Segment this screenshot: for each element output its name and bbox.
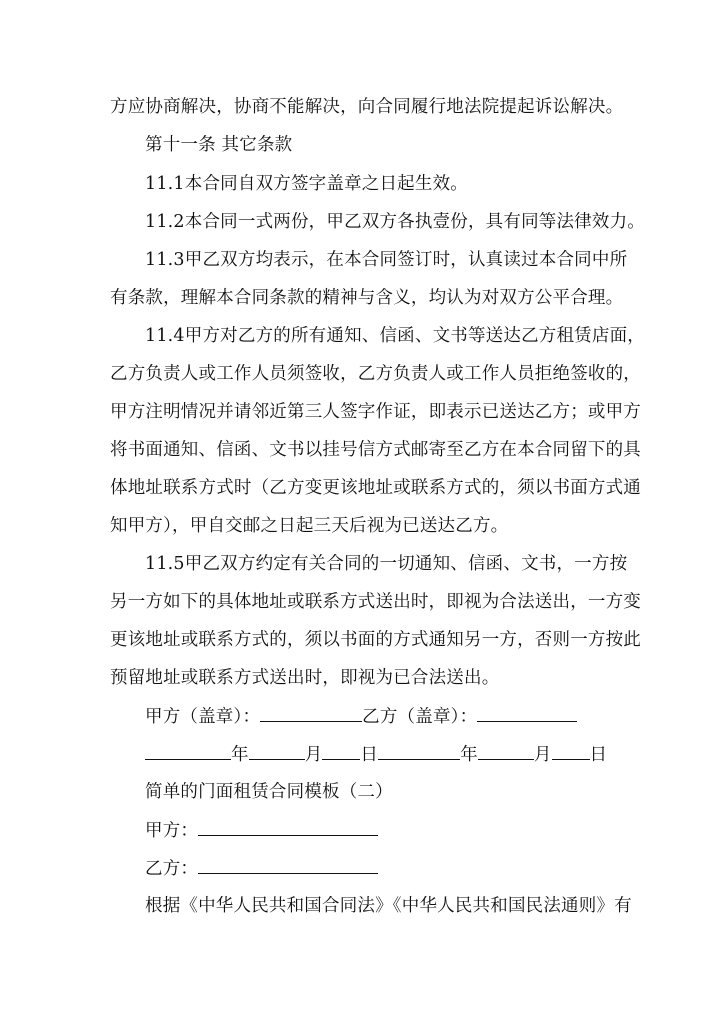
template-title: 简单的门面租赁合同模板（二） <box>145 782 393 802</box>
month-label: 月 <box>304 745 323 765</box>
paragraph-line: 知甲方），甲自交邮之日起三天后视为已送达乙方。 <box>110 516 509 536</box>
signature-line <box>145 703 620 730</box>
clause-11-2: 11.2本合同一式两份，甲乙双方各执壹份，具有同等法律效力。 <box>145 212 645 232</box>
paragraph-line: 更该地址或联系方式的，须以书面的方式通知另一方，否则一方按此 <box>110 630 641 650</box>
clause-11-5: 11.5甲乙双方约定有关合同的一切通知、信函、文书，一方按 <box>145 554 628 574</box>
year-label: 年 <box>231 745 249 765</box>
party-a-line <box>145 817 620 844</box>
clause-11-4: 11.4甲方对乙方的所有通知、信函、文书等送达乙方租赁店面， <box>145 326 645 346</box>
party-b-seal-label: 乙方（盖章）： <box>362 707 478 727</box>
party-b-seal-blank <box>477 703 577 722</box>
paragraph-line: 另一方如下的具体地址或联系方式送出时，即视为合法送出，一方变 <box>110 592 641 612</box>
paragraph-line: 方应协商解决，协商不能解决，向合同履行地法院提起诉讼解决。 <box>110 97 624 117</box>
paragraph-line: 将书面通知、信函、文书以挂号信方式邮寄至乙方在本合同留下的具 <box>110 440 641 460</box>
day-blank <box>322 741 360 760</box>
clause-11-3: 11.3甲乙双方均表示，在本合同签订时，认真读过本合同中所 <box>145 250 628 270</box>
party-b-label: 乙方： <box>145 859 199 879</box>
party-a-blank <box>198 817 378 836</box>
party-a-seal-blank <box>260 703 362 722</box>
month-blank <box>478 741 534 760</box>
clause-11-1: 11.1本合同自双方签字盖章之日起生效。 <box>145 174 468 194</box>
year-label: 年 <box>460 745 478 765</box>
day-label: 日 <box>589 745 608 765</box>
date-line <box>145 741 620 768</box>
party-b-blank <box>198 855 378 874</box>
paragraph-line: 有条款，理解本合同条款的精神与含义，均认为对双方公平合理。 <box>110 288 624 308</box>
party-a-seal-label: 甲方（盖章）： <box>145 707 261 727</box>
article-heading: 第十一条 其它条款 <box>145 135 293 155</box>
party-b-line <box>145 855 620 882</box>
paragraph-line: 预留地址或联系方式送出时，即视为已合法送出。 <box>110 668 500 688</box>
paragraph-line: 根据《中华人民共和国合同法》《中华人民共和国民法通则》有 <box>145 896 632 916</box>
year-blank <box>145 741 231 760</box>
year-blank <box>378 741 460 760</box>
paragraph-line: 乙方负责人或工作人员须签收，乙方负责人或工作人员拒绝签收的， <box>110 364 641 384</box>
day-label: 日 <box>360 745 379 765</box>
paragraph-line: 体地址联系方式时（乙方变更该地址或联系方式的，须以书面方式通 <box>110 478 641 498</box>
month-label: 月 <box>533 745 552 765</box>
paragraph-line: 甲方注明情况并请邻近第三人签字作证，即表示已送达乙方；或甲方 <box>110 402 641 422</box>
month-blank <box>249 741 305 760</box>
day-blank <box>552 741 590 760</box>
party-a-label: 甲方： <box>145 821 199 841</box>
